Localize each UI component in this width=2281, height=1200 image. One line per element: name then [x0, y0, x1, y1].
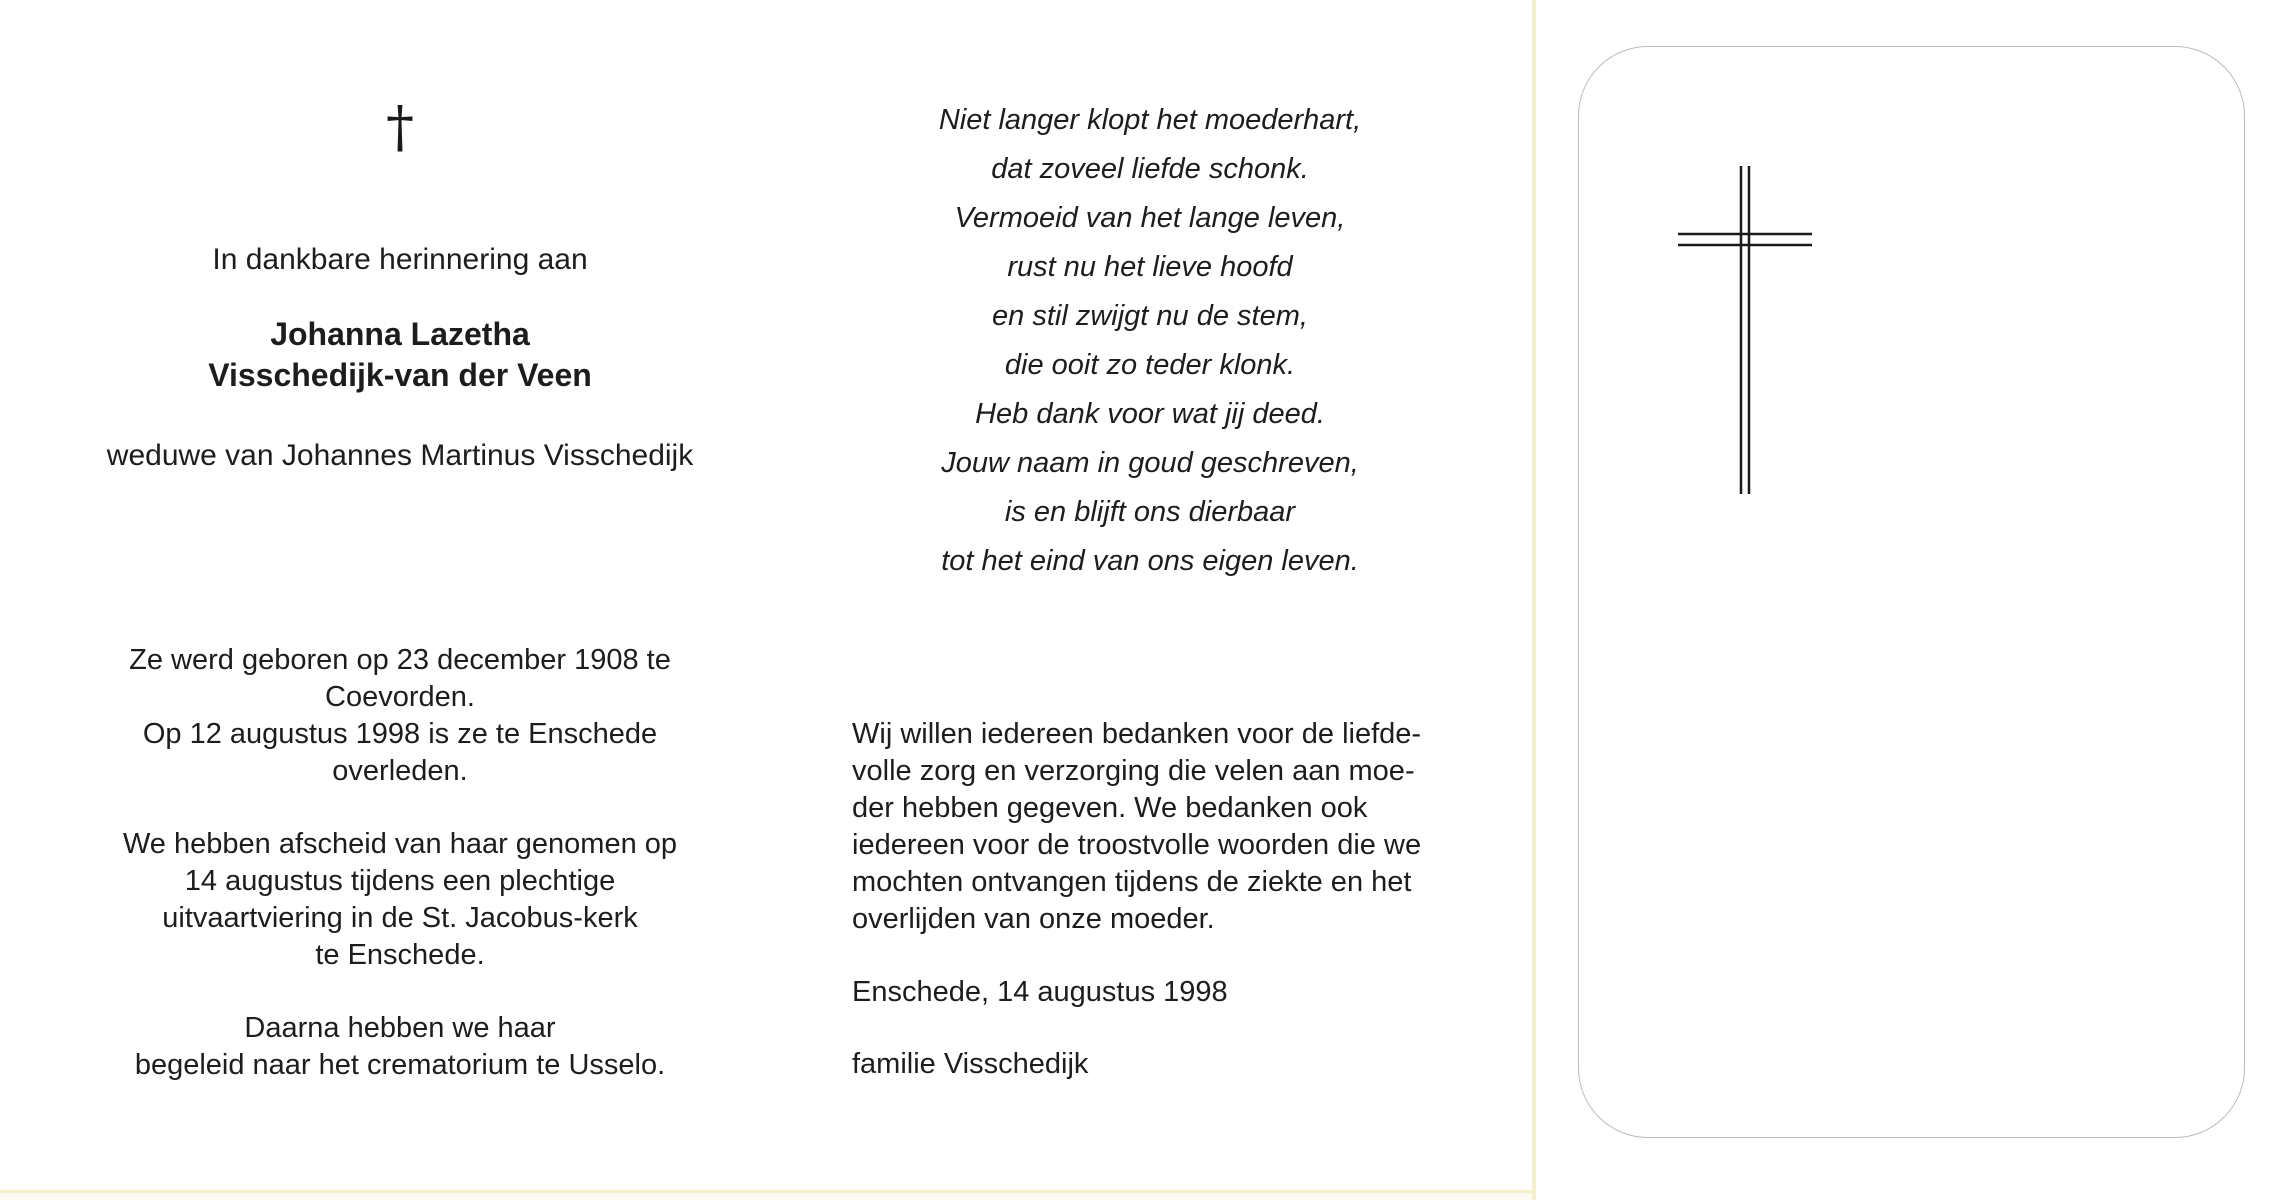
- farewell-line-2: 14 augustus tijdens een plechtige: [184, 865, 616, 897]
- thanks-line-6: overlijden van onze moeder.: [852, 903, 1215, 935]
- farewell-line-4: te Enschede.: [315, 939, 485, 971]
- place-date: Enschede, 14 augustus 1998: [852, 976, 1228, 1008]
- cremation-line-2: begeleid naar het crematorium te Usselo.: [134, 1049, 666, 1081]
- farewell-paragraph: [60, 826, 740, 974]
- poem-line: dat zoveel liefde schonk.: [991, 153, 1309, 185]
- poem-line: tot het eind van ons eigen leven.: [941, 545, 1359, 577]
- thanks-line-2: volle zorg en verzorging die velen aan moe-: [852, 755, 1415, 787]
- latin-cross-icon: †: [386, 95, 414, 160]
- middle-column: [840, 0, 1460, 1190]
- thanks-line-5: mochten ontvangen tijdens de ziekte en het: [852, 866, 1412, 898]
- farewell-line-3: uitvaartviering in de St. Jacobus-kerk: [162, 902, 638, 934]
- poem-line: Vermoeid van het lange leven,: [954, 202, 1346, 234]
- intro-text: In dankbare herinnering aan: [212, 243, 588, 276]
- name-line-2: Visschedijk-van der Veen: [208, 357, 592, 393]
- poem-line: Heb dank voor wat jij deed.: [975, 398, 1325, 430]
- poem-line: rust nu het lieve hoofd: [1007, 251, 1293, 283]
- cremation-line-1: Daarna hebben we haar: [244, 1012, 556, 1044]
- family-signoff: familie Visschedijk: [852, 1048, 1089, 1080]
- deceased-name: [60, 314, 740, 396]
- widow-of-text: weduwe van Johannes Martinus Visschedijk: [106, 439, 694, 472]
- birth-death-paragraph: [60, 642, 740, 790]
- poem-line: Jouw naam in goud geschreven,: [941, 447, 1359, 479]
- birth-line-1: Ze werd geboren op 23 december 1908 te: [129, 644, 671, 676]
- poem-line: en stil zwijgt nu de stem,: [992, 300, 1308, 332]
- poem: [840, 96, 1460, 586]
- cremation-paragraph: [60, 1010, 740, 1084]
- poem-line: die ooit zo teder klonk.: [1004, 349, 1296, 381]
- poem-line: Niet langer klopt het moederhart,: [938, 104, 1362, 136]
- death-line-1: Op 12 augustus 1998 is ze te Enschede: [142, 718, 658, 750]
- double-line-cross-icon: [1676, 162, 1814, 502]
- thanks-line-3: der hebben gegeven. We bedanken ook: [852, 792, 1368, 824]
- farewell-line-1: We hebben afscheid van haar genomen op: [122, 828, 678, 860]
- name-line-1: Johanna Lazetha: [270, 316, 530, 352]
- death-line-2: overleden.: [332, 755, 468, 787]
- thanks-paragraph: [852, 716, 1452, 938]
- thanks-line-1: Wij willen iedereen bedanken voor de liefde-: [852, 718, 1422, 750]
- poem-line: is en blijft ons dierbaar: [1004, 496, 1296, 528]
- left-column: [60, 0, 740, 1190]
- thanks-line-4: iedereen voor de troostvolle woorden die we: [852, 829, 1422, 861]
- birth-line-2: Coevorden.: [325, 681, 475, 713]
